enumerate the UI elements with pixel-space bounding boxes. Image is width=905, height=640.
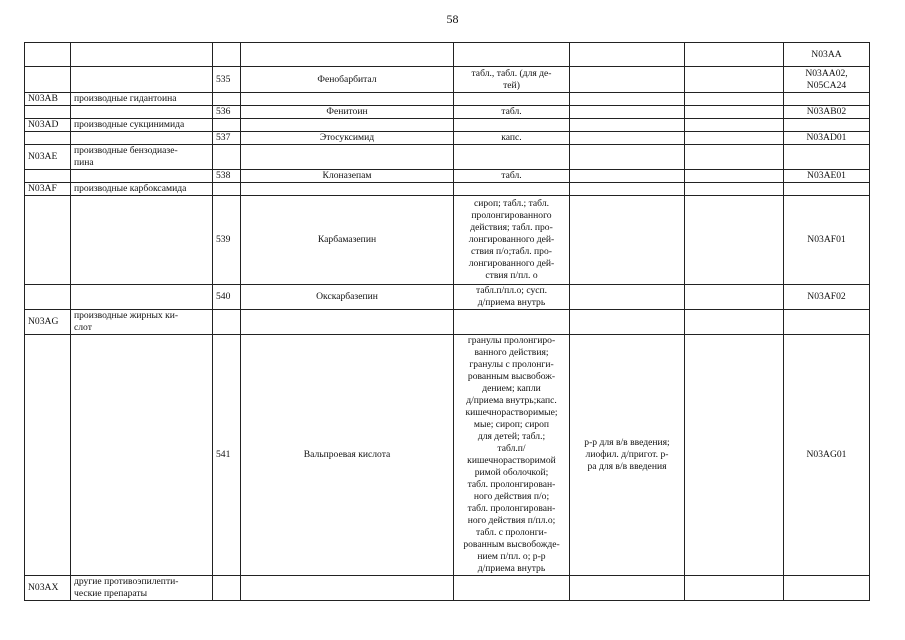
dosage-form-hospital <box>570 285 685 310</box>
drug-name: Этосуксимид <box>241 132 454 145</box>
row-number: 541 <box>213 335 241 576</box>
atc-code <box>784 145 870 170</box>
drug-name <box>241 145 454 170</box>
dosage-form <box>454 43 570 67</box>
drug-name: Окскарбазепин <box>241 285 454 310</box>
row-number <box>213 119 241 132</box>
drug-name <box>241 119 454 132</box>
atc-code: N03AG01 <box>784 335 870 576</box>
group-name <box>71 285 213 310</box>
atc-group-code: N03AF <box>25 183 71 196</box>
drug-name: Фенитоин <box>241 106 454 119</box>
drug-name: Карбамазепин <box>241 196 454 285</box>
table-row <box>25 119 870 132</box>
group-name <box>71 170 213 183</box>
drug-name <box>241 576 454 601</box>
table-row <box>25 67 870 93</box>
atc-group-code: N03AG <box>25 310 71 335</box>
atc-code <box>784 119 870 132</box>
dosage-form-hospital <box>570 119 685 132</box>
dosage-form: гранулы пролонгиро- ванного действия; гранулы с пролонги- рованным высвобож- дением; капли д/приема внутрь;капс. кишечнорастворимые; мые; сироп; сироп для детей; табл.; табл.п/кишечнорастворимой римой оболочкой; табл. пролонгирован- ного действия п/о; табл. пролонгирован- ного действия п/пл.о; табл. с пролонги- рованным высвобожде- нием п/пл. о; р-р д/приема внутрь <box>454 335 570 576</box>
dosage-form: сироп; табл.; табл. пролонгированного действия; табл. про- лонгированного дей- ствия п/о;табл. про- лонгированного дей- ствия п/пл. о <box>454 196 570 285</box>
drug-name <box>241 93 454 106</box>
empty-cell <box>685 196 784 285</box>
empty-cell <box>685 43 784 67</box>
group-name <box>71 43 213 67</box>
dosage-form <box>454 145 570 170</box>
group-name <box>71 106 213 119</box>
dosage-form: табл.п/пл.о; сусп. д/приема внутрь <box>454 285 570 310</box>
table-row <box>25 93 870 106</box>
empty-cell <box>685 183 784 196</box>
table-row <box>25 196 870 285</box>
group-name: производные гидантоина <box>71 93 213 106</box>
atc-code <box>784 93 870 106</box>
drug-name <box>241 310 454 335</box>
dosage-form: табл. <box>454 106 570 119</box>
table-row <box>25 170 870 183</box>
atc-code: N03AA02, N05CA24 <box>784 67 870 93</box>
row-number <box>213 145 241 170</box>
atc-code <box>784 576 870 601</box>
atc-code: N03AF01 <box>784 196 870 285</box>
dosage-form <box>454 310 570 335</box>
atc-group-code <box>25 132 71 145</box>
dosage-form-hospital <box>570 196 685 285</box>
atc-group-code <box>25 43 71 67</box>
empty-cell <box>685 106 784 119</box>
empty-cell <box>685 170 784 183</box>
atc-group-code: N03AX <box>25 576 71 601</box>
atc-group-code: N03AB <box>25 93 71 106</box>
group-name <box>71 132 213 145</box>
dosage-form-hospital <box>570 310 685 335</box>
table-row <box>25 43 870 67</box>
atc-code <box>784 310 870 335</box>
group-name: производные сукцинимида <box>71 119 213 132</box>
group-name <box>71 67 213 93</box>
atc-group-code <box>25 285 71 310</box>
group-name: производные бензодиазе- пина <box>71 145 213 170</box>
empty-cell <box>685 93 784 106</box>
atc-code: N03AA <box>784 43 870 67</box>
drug-table <box>24 42 870 601</box>
row-number <box>213 93 241 106</box>
drug-name: Клоназепам <box>241 170 454 183</box>
atc-code <box>784 183 870 196</box>
row-number <box>213 576 241 601</box>
dosage-form-hospital <box>570 576 685 601</box>
dosage-form-hospital <box>570 145 685 170</box>
empty-cell <box>685 310 784 335</box>
drug-name: Фенобарбитал <box>241 67 454 93</box>
row-number <box>213 183 241 196</box>
table-row <box>25 576 870 601</box>
empty-cell <box>685 145 784 170</box>
atc-group-code <box>25 106 71 119</box>
table-row <box>25 335 870 576</box>
dosage-form <box>454 119 570 132</box>
drug-name <box>241 43 454 67</box>
atc-code: N03AE01 <box>784 170 870 183</box>
dosage-form <box>454 183 570 196</box>
empty-cell <box>685 285 784 310</box>
atc-group-code: N03AE <box>25 145 71 170</box>
table-row <box>25 132 870 145</box>
dosage-form-hospital <box>570 93 685 106</box>
empty-cell <box>685 67 784 93</box>
table-row <box>25 145 870 170</box>
atc-group-code <box>25 170 71 183</box>
dosage-form-hospital <box>570 132 685 145</box>
row-number: 537 <box>213 132 241 145</box>
dosage-form: капс. <box>454 132 570 145</box>
dosage-form <box>454 576 570 601</box>
dosage-form <box>454 93 570 106</box>
dosage-form-hospital <box>570 183 685 196</box>
empty-cell <box>685 335 784 576</box>
group-name: производные карбоксамида <box>71 183 213 196</box>
row-number <box>213 310 241 335</box>
row-number: 538 <box>213 170 241 183</box>
dosage-form-hospital <box>570 43 685 67</box>
empty-cell <box>685 576 784 601</box>
table-row <box>25 310 870 335</box>
row-number <box>213 43 241 67</box>
atc-code: N03AD01 <box>784 132 870 145</box>
empty-cell <box>685 132 784 145</box>
dosage-form-hospital <box>570 106 685 119</box>
dosage-form-hospital: р-р для в/в введения; лиофил. д/пригот. р- ра для в/в введения <box>570 335 685 576</box>
group-name: другие противоэпилепти- ческие препараты <box>71 576 213 601</box>
row-number: 536 <box>213 106 241 119</box>
group-name <box>71 335 213 576</box>
table-row <box>25 183 870 196</box>
row-number: 540 <box>213 285 241 310</box>
row-number: 535 <box>213 67 241 93</box>
dosage-form: табл. <box>454 170 570 183</box>
group-name: производные жирных ки- слот <box>71 310 213 335</box>
page-number: 58 <box>446 12 459 26</box>
group-name <box>71 196 213 285</box>
atc-code: N03AF02 <box>784 285 870 310</box>
empty-cell <box>685 119 784 132</box>
atc-group-code <box>25 196 71 285</box>
atc-group-code: N03AD <box>25 119 71 132</box>
dosage-form-hospital <box>570 170 685 183</box>
atc-group-code <box>25 67 71 93</box>
dosage-form: табл., табл. (для де- тей) <box>454 67 570 93</box>
drug-name: Вальпроевая кислота <box>241 335 454 576</box>
drug-name <box>241 183 454 196</box>
row-number: 539 <box>213 196 241 285</box>
dosage-form-hospital <box>570 67 685 93</box>
table-row <box>25 106 870 119</box>
atc-group-code <box>25 335 71 576</box>
atc-code: N03AB02 <box>784 106 870 119</box>
table-row <box>25 285 870 310</box>
